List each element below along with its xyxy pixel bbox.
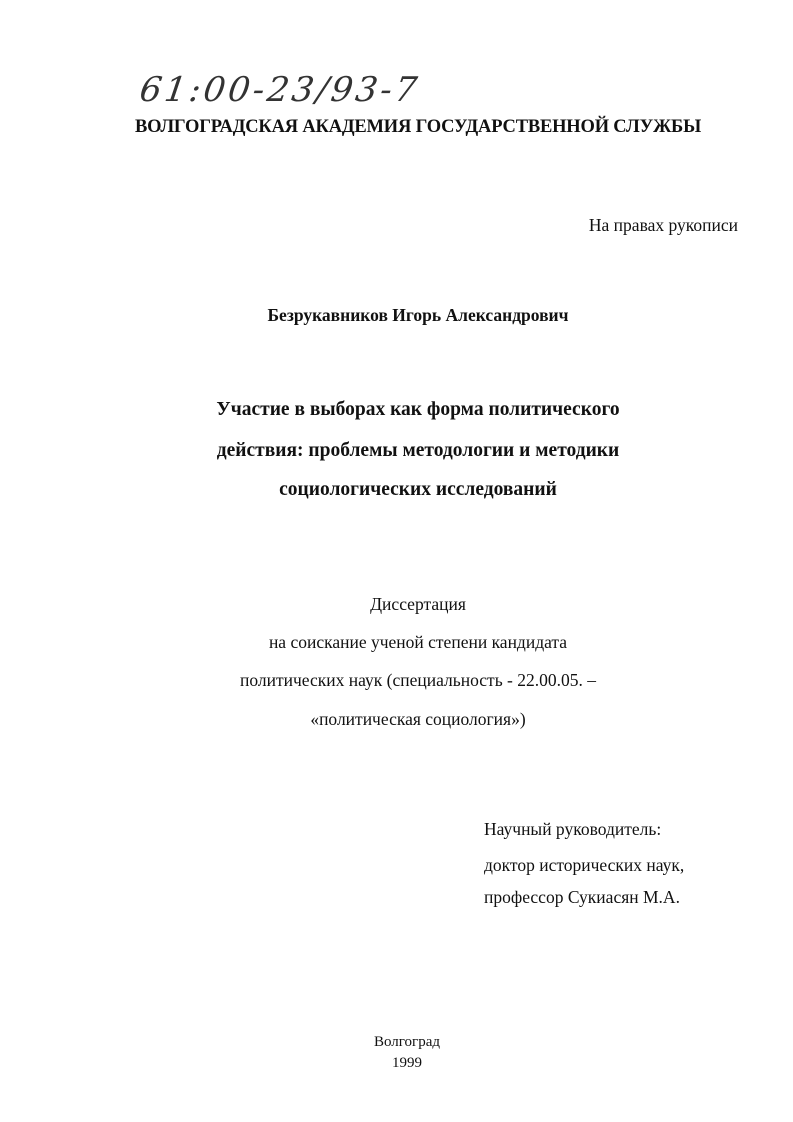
dissertation-line: Диссертация	[370, 594, 466, 614]
dissertation-line: «политическая социология»)	[310, 709, 526, 729]
title-line: социологических исследований	[279, 479, 557, 500]
dissertation-line: на соискание ученой степени кандидата	[268, 632, 568, 652]
supervisor-line: Научный руководитель:	[484, 819, 662, 839]
year: 1999	[392, 1055, 422, 1071]
institution-heading: ВОЛГОГРАДСКАЯ АКАДЕМИЯ ГОСУДАРСТВЕННОЙ СЛУЖБЫ	[134, 117, 702, 137]
supervisor-line: профессор Сукиасян М.А.	[484, 887, 680, 907]
dissertation-line: политических наук (специальность - 22.00.05. –	[240, 670, 596, 690]
title-line: действия: проблемы методологии и методики	[216, 440, 620, 461]
supervisor-line: доктор исторических наук,	[484, 855, 685, 875]
author-name: Безрукавников Игорь Александрович	[267, 305, 569, 325]
rights-note: На правах рукописи	[588, 215, 738, 235]
title-line: Участие в выборах как форма политического	[216, 399, 620, 420]
city: Волгоград	[373, 1034, 440, 1050]
handwritten-code: 61:00-23/93-7	[137, 70, 423, 110]
